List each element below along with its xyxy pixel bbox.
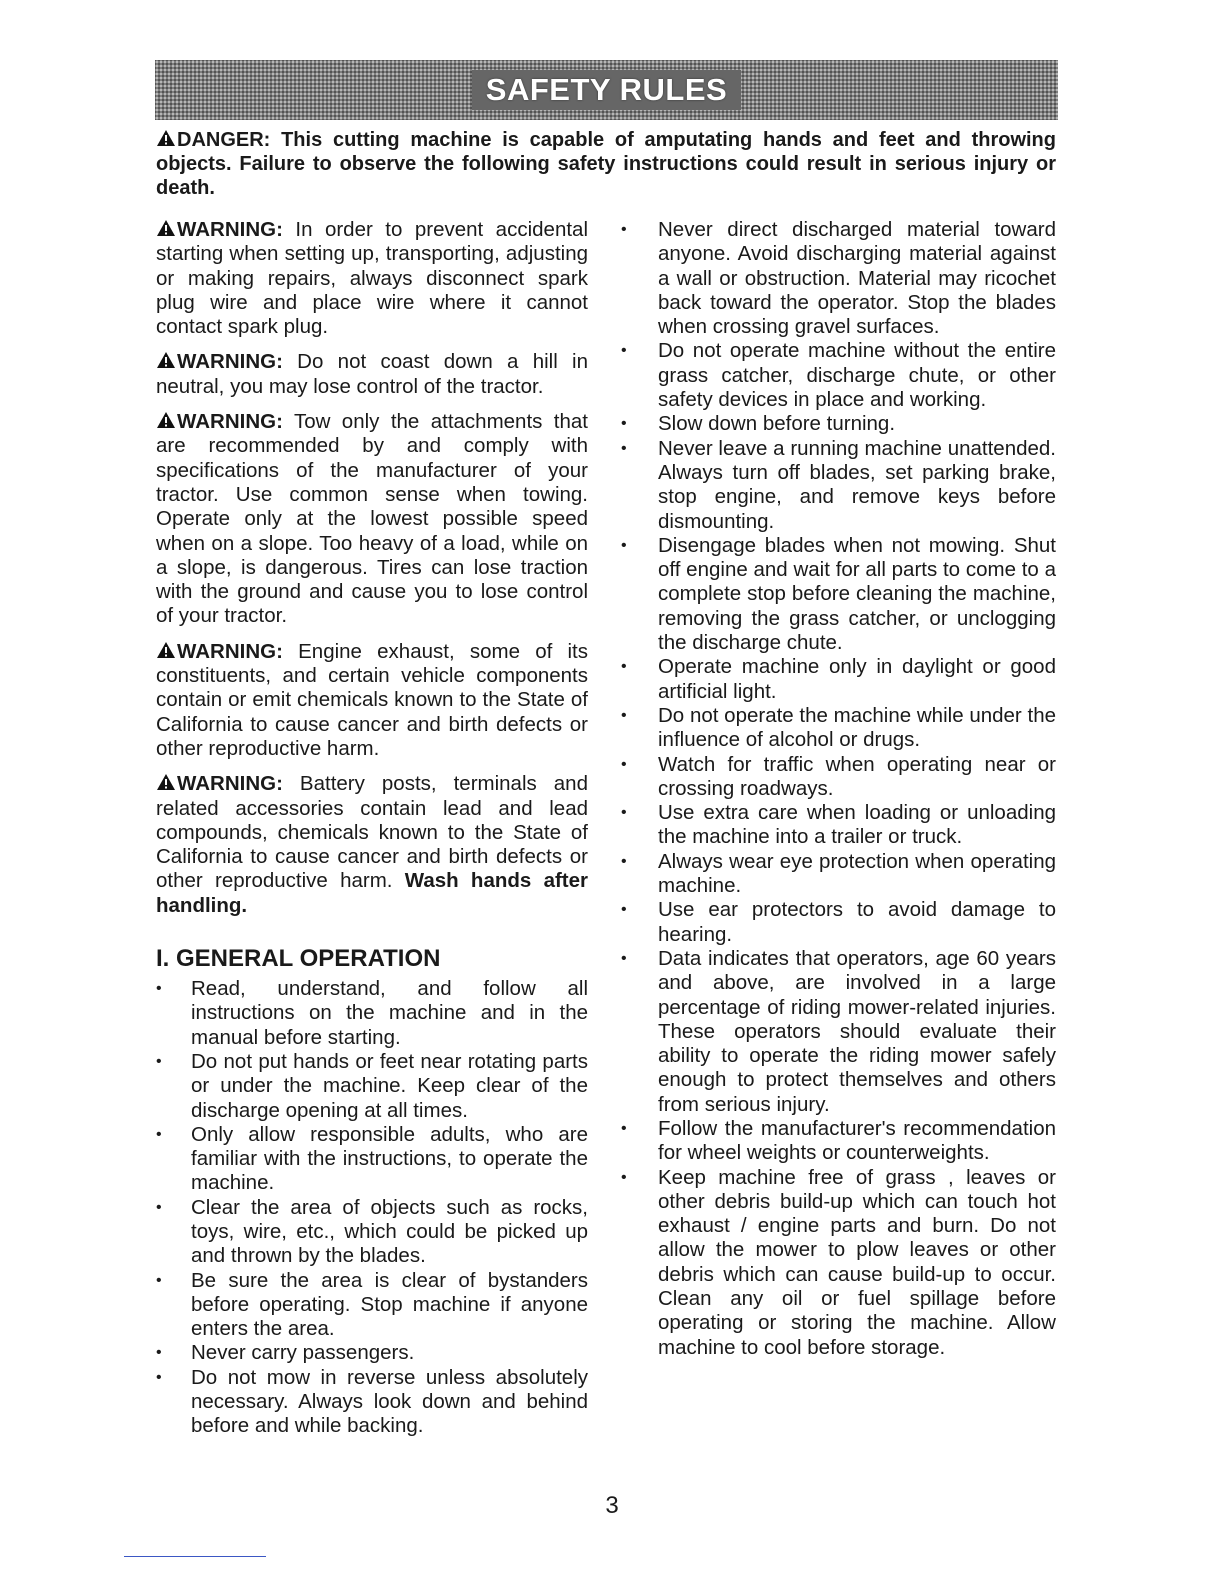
warning-paragraph [156,350,588,399]
list-item: • Follow the manufacturer's recommendation for wheel weights or counterweights. [621,1117,1056,1166]
warning-triangle-icon [156,411,176,429]
list-item: • Use extra care when loading or unloading the machine into a trailer or truck. [621,801,1056,850]
page-title: SAFETY RULES [472,70,741,110]
list-item: • Be sure the area is clear of bystanders before operating. Stop machine if anyone enters the area. [156,1269,588,1342]
list-item: • Do not operate the machine while under the influence of alcohol or drugs. [621,704,1056,753]
warning-text: In order to prevent accidental starting when setting up, transporting, adjusting or making repairs, always disconnect spark plug wire and place wire where it cannot contact spark plug. [156,218,588,339]
warning-triangle-icon [156,641,176,659]
left-column [156,218,588,1439]
list-item: • Use ear protectors to avoid damage to hearing. [621,898,1056,947]
warning-emphasis: Wash hands after handling. [156,869,588,917]
list-item: • Do not put hands or feet near rotating parts or under the machine. Keep clear of the discharge opening at all times. [156,1050,588,1123]
list-item: • Read, understand, and follow all instructions on the machine and in the manual before starting. [156,977,588,1050]
list-item: • Never carry passengers. [156,1341,588,1365]
warning-paragraph [156,410,588,629]
danger-text: This cutting machine is capable of amputating hands and feet and throwing objects. Failure to observe the following safety instructions could result in serious injury or death. [156,129,1056,199]
warning-paragraph [156,218,588,339]
warning-label: WARNING: [177,350,283,374]
general-operation-list-left [156,977,588,1439]
list-item: • Clear the area of objects such as rocks, toys, wire, etc., which could be picked up and thrown by the blades. [156,1196,588,1269]
danger-label: DANGER: [177,129,271,151]
list-item: • Data indicates that operators, age 60 years and above, are involved in a large percentage of riding mower-related injuries. These operators should evaluate their ability to operate the riding mower safely enough to protect themselves and others from serious injury. [621,947,1056,1117]
page-number: 3 [605,1492,619,1519]
list-item: • Never direct discharged material toward anyone. Avoid discharging material against a wall or obstruction. Material may ricochet back toward the operator. Stop the blades when crossing gravel surfaces. [621,218,1056,339]
section-heading: I. GENERAL OPERATION [156,945,441,973]
warning-label: WARNING: [177,772,283,796]
warning-label: WARNING: [177,639,283,663]
list-item: • Slow down before turning. [621,412,1056,436]
warning-paragraph [156,772,588,918]
right-column [621,218,1056,1360]
warning-text: Tow only the attachments that are recommended by and comply with specifications of the manufacturer of your tractor. Use common sense when towing. Operate only at the lowest possible speed when on a slope. Too heavy of a load, while on a slope, is dangerous. Tires can lose traction with the ground and cause you to lose control of your tractor. [156,410,588,628]
list-item: • Only allow responsible adults, who are familiar with the instructions, to operate the machine. [156,1123,588,1196]
warning-triangle-icon [156,219,176,237]
section-banner [155,60,1058,120]
warning-triangle-icon [156,129,176,147]
warning-triangle-icon [156,773,176,791]
warning-paragraph [156,640,588,761]
warning-text: Do not coast down a hill in neutral, you may lose control of the tractor. [156,350,588,398]
warning-label: WARNING: [177,410,283,434]
warning-text: Battery posts, terminals and related accessories contain lead and lead compounds, chemicals known to the State of California to cause cancer and birth defects or other reproductive harm. [156,772,588,893]
list-item: • Do not mow in reverse unless absolutely necessary. Always look down and behind before and while backing. [156,1366,588,1439]
list-item: • Do not operate machine without the entire grass catcher, discharge chute, or other safety devices in place and working. [621,339,1056,412]
list-item: • Always wear eye protection when operating machine. [621,850,1056,899]
list-item: • Keep machine free of grass , leaves or other debris build-up which can touch hot exhaust / engine parts and burn. Do not allow the mower to plow leaves or other debris which can cause build-up to occur. Clean any oil or fuel spillage before operating or storing the machine. Allow machine to cool before storage. [621,1166,1056,1360]
list-item: • Never leave a running machine unattended. Always turn off blades, set parking brake, stop engine, and remove keys before dismounting. [621,437,1056,534]
list-item: • Watch for traffic when operating near or crossing roadways. [621,753,1056,802]
warning-label: WARNING: [177,218,283,241]
list-item: • Operate machine only in daylight or good artificial light. [621,655,1056,704]
footer-divider [124,1556,266,1557]
general-operation-list-right [621,218,1056,1360]
danger-notice [156,128,1056,200]
warning-triangle-icon [156,351,176,369]
list-item: • Disengage blades when not mowing. Shut off engine and wait for all parts to come to a complete stop before cleaning the machine, removing the grass catcher, or unclogging the discharge chute. [621,534,1056,655]
warning-text: Engine exhaust, some of its constituents, and certain vehicle components contain or emit chemicals known to the State of California to cause cancer and birth defects or other reproductive harm. [156,639,588,760]
